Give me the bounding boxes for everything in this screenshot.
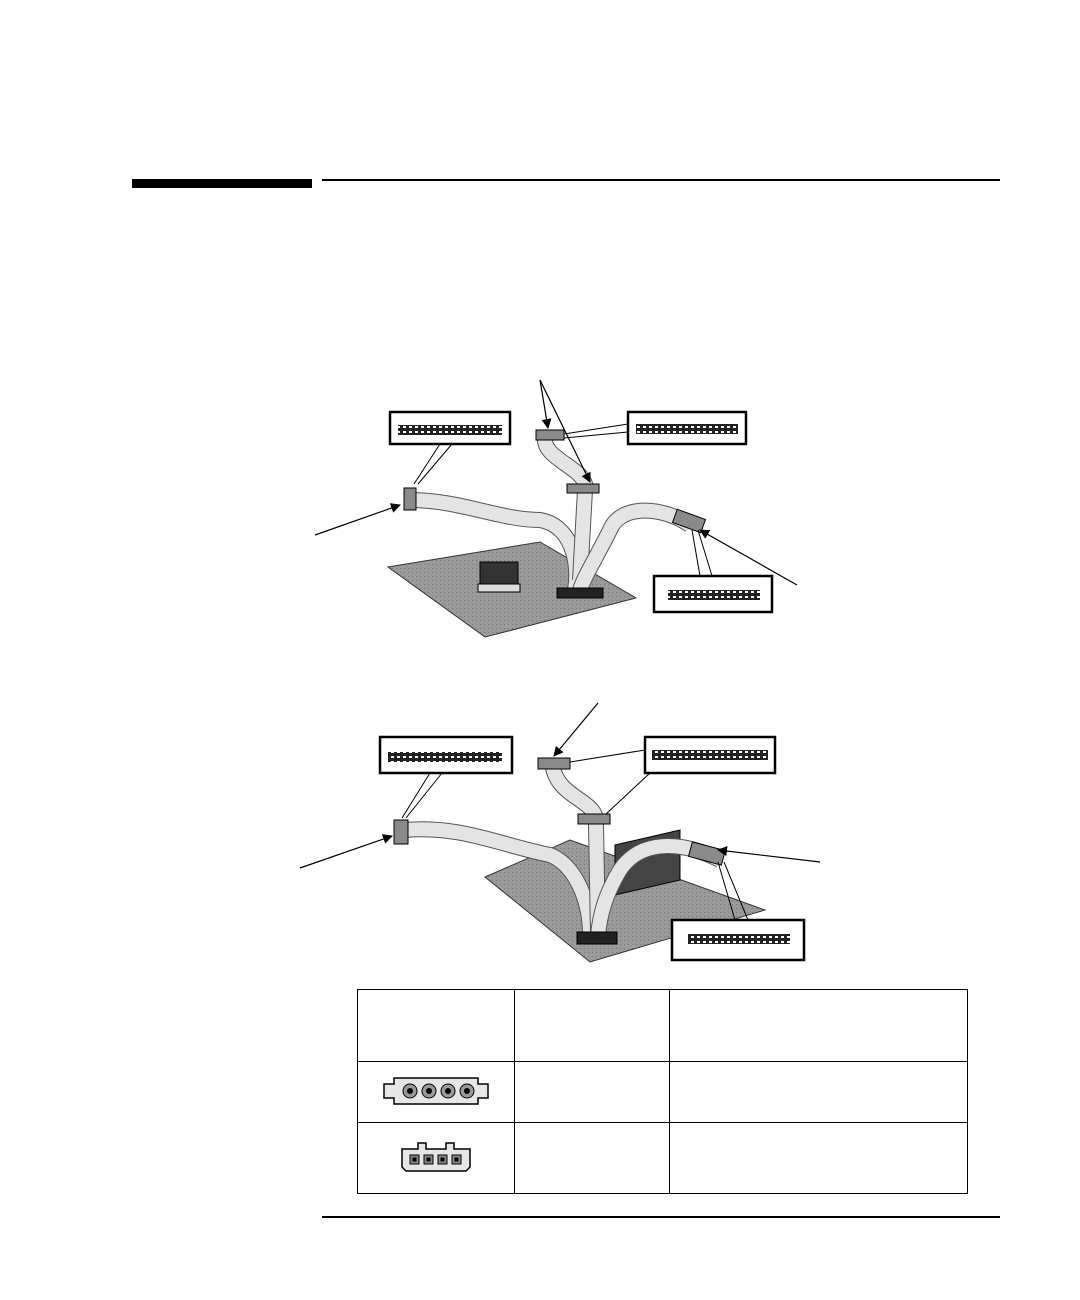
table-cell [670, 1123, 968, 1194]
table-cell [670, 1062, 968, 1123]
arrow-2b [300, 836, 392, 868]
table-header-row [358, 990, 968, 1062]
diagram-2 [300, 703, 820, 962]
table-cell [514, 1062, 669, 1123]
table-cell-icon [358, 1123, 515, 1194]
table-cell-icon [358, 1062, 515, 1123]
ide-connector-1-mid [567, 484, 599, 493]
table-row [358, 1123, 968, 1194]
table-header-cell [358, 990, 515, 1062]
ide-connector-1-top [536, 430, 564, 440]
board-header-2 [577, 932, 617, 944]
board-header-1 [557, 588, 603, 598]
footer-rule [322, 1216, 1000, 1218]
arrow-1c [315, 505, 400, 535]
table-header-cell [514, 990, 669, 1062]
table-row [358, 1062, 968, 1123]
power-connector-4pin-large-icon [380, 1074, 492, 1108]
diagram-1 [315, 380, 797, 637]
arrow-2a [554, 703, 598, 756]
table-cell [514, 1123, 669, 1194]
power-connector-4pin-small-icon [396, 1141, 476, 1173]
ide-connector-2-right [689, 842, 726, 865]
table-header-cell [670, 990, 968, 1062]
ide-connector-1-right [673, 509, 706, 532]
ide-connector-2-left [394, 820, 408, 844]
ide-connector-1-left [404, 488, 416, 510]
arrow-2c [718, 850, 820, 862]
ide-connector-2-top [538, 758, 570, 769]
ide-connector-2-mid [578, 814, 610, 824]
power-connector-table [357, 989, 968, 1194]
